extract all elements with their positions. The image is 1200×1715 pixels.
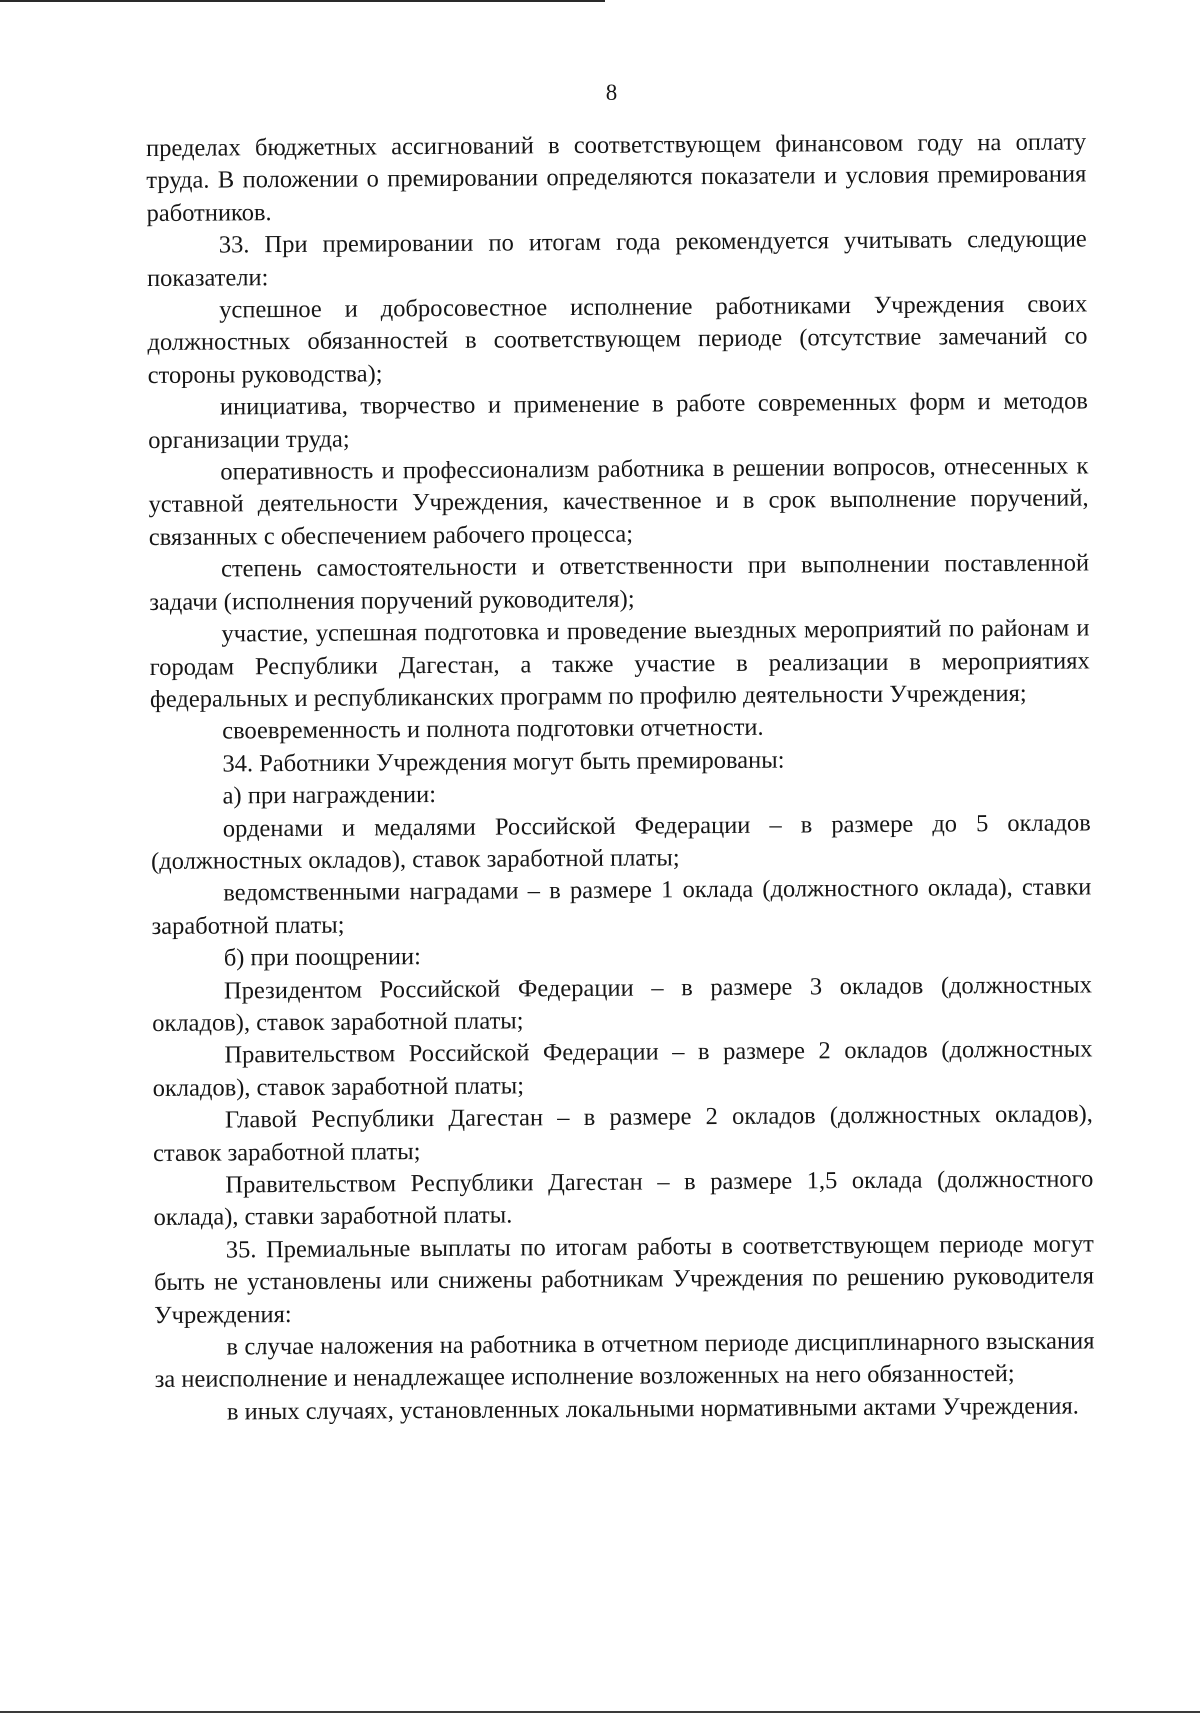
- paragraph: Главой Республики Дагестан – в размере 2 окладов (должностных окладов), ставок заработной платы;: [153, 1100, 1093, 1167]
- paragraph: 34. Работники Учреждения могут быть премированы:: [222, 746, 785, 778]
- paragraph: орденами и медалями Российской Федерации – в размере до 5 окладов (должностных окладов), ставок заработной платы;: [150, 808, 1091, 875]
- paragraph: участие, успешная подготовка и проведение выездных мероприятий по районам и городам Республики Дагестан, а также участие в реализации в мероприятиях федеральных и республиканских программ по профилю деятельности Учреждения;: [149, 614, 1090, 713]
- paragraph: а) при награждении:: [222, 781, 437, 810]
- paragraph: Правительством Республики Дагестан – в размере 1,5 оклада (должностного оклада), ставки заработной платы.: [153, 1165, 1094, 1232]
- paragraph: 33. При премировании по итогам года рекомендуется учитывать следующие показатели:: [146, 225, 1087, 292]
- paragraph: инициатива, творчество и применение в работе современных форм и методов организации труда;: [148, 387, 1088, 454]
- document-body: [146, 126, 1095, 1429]
- paragraph: в случае наложения на работника в отчетном периоде дисциплинарного взыскания за неисполнение и ненадлежащее исполнение возложенных на него обязанностей;: [154, 1327, 1095, 1394]
- page-number: 8: [605, 80, 618, 105]
- scan-edge-line-bottom: [0, 1711, 1200, 1713]
- paragraph: успешное и добросовестное исполнение работниками Учреждения своих должностных обязанностей в соответствующем периоде (отсутствие замечаний со стороны руководства);: [147, 290, 1088, 389]
- paragraph: своевременность и полнота подготовки отчетности.: [222, 714, 764, 745]
- paragraph: ведомственными наградами – в размере 1 оклада (должностного оклада), ставки заработной платы;: [151, 873, 1092, 940]
- paragraph: степень самостоятельности и ответственности при выполнении поставленной задачи (исполнения поручений руководителя);: [149, 549, 1090, 616]
- paragraph: пределах бюджетных ассигнований в соответствующем финансовом году на оплату труда. В положении о премировании определяются показатели и условия премирования работников.: [146, 128, 1087, 227]
- paragraph: в иных случаях, установленных локальными нормативными актами Учреждения.: [226, 1392, 1079, 1426]
- paragraph: Правительством Российской Федерации – в размере 2 окладов (должностных окладов), ставок заработной платы;: [152, 1035, 1093, 1102]
- scan-edge-line-top: [0, 0, 605, 2]
- paragraph: 35. Премиальные выплаты по итогам работы в соответствующем периоде могут быть не установлены или снижены работникам Учреждения по решению руководителя Учреждения:: [153, 1230, 1095, 1329]
- paragraph: б) при поощрении:: [223, 943, 421, 972]
- paragraph: оперативность и профессионализм работника в решении вопросов, отнесенных к уставной деятельности Учреждения, качественное и в срок выполнение поручений, связанных с обеспечением рабочего процесса;: [148, 452, 1089, 551]
- paragraph: Президентом Российской Федерации – в размере 3 окладов (должностных окладов), ставок заработной платы;: [152, 970, 1093, 1037]
